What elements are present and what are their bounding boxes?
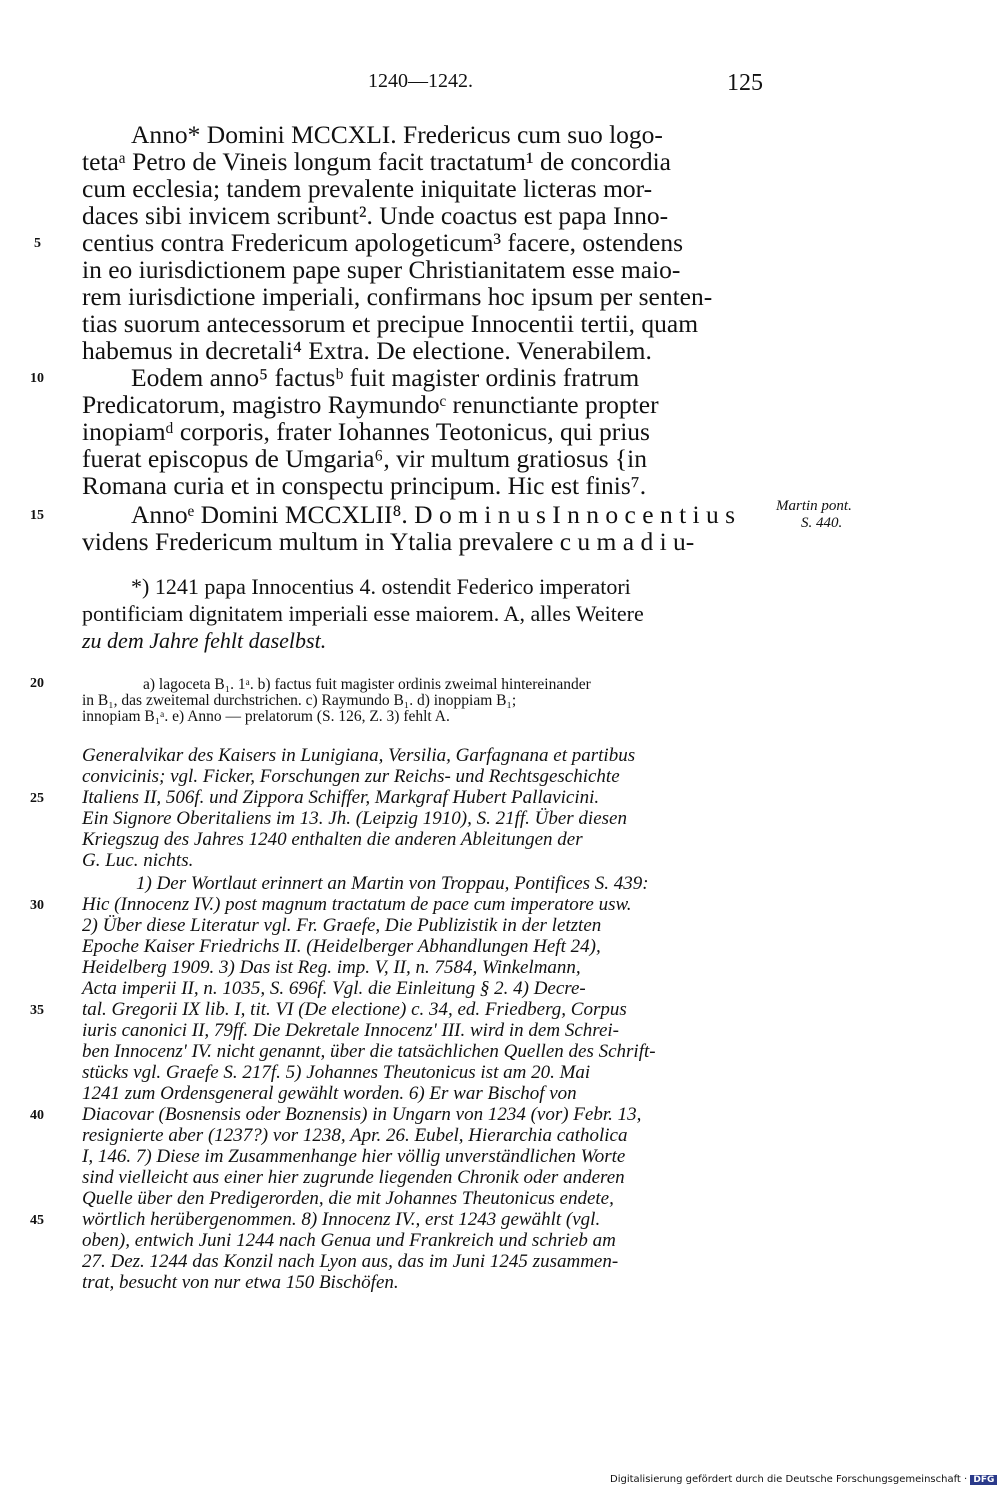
note-line: tal. Gregorii IX lib. I, tit. VI (De electione) c. 34, ed. Friedberg, Corpus	[82, 999, 627, 1020]
main-line: Anno* Domini MCCXLI. Fredericus cum suo logo-	[131, 120, 663, 149]
line-number: 5	[34, 236, 41, 251]
apparatus-line: innopiam B₁ᵃ. e) Anno — prelatorum (S. 126, Z. 3) fehlt A.	[82, 708, 450, 725]
main-line: cum ecclesia; tandem prevalente iniquitate licteras mor-	[82, 174, 653, 203]
line-number: 10	[30, 371, 44, 386]
note-line: Quelle über den Predigerorden, die mit Johannes Theutonicus endete,	[82, 1188, 614, 1209]
main-line: tetaᵃ Petro de Vineis longum facit tractatum¹ de concordia	[82, 147, 672, 176]
note-line: 1241 zum Ordensgeneral gewählt worden. 6) Er war Bischof von	[82, 1083, 577, 1104]
main-line: Eodem anno⁵ factusᵇ fuit magister ordinis fratrum	[131, 363, 640, 392]
note-line: Ein Signore Oberitaliens im 13. Jh. (Leipzig 1910), S. 21ff. Über diesen	[82, 808, 627, 829]
note-line: I, 146. 7) Diese im Zusammenhange hier völlig unverständlichen Worte	[82, 1146, 626, 1167]
main-line: habemus in decretali⁴ Extra. De electione. Venerabilem.	[82, 336, 652, 365]
main-line: daces sibi invicem scribunt². Unde coactus est papa Inno-	[82, 201, 669, 230]
note-line: Kriegszug des Jahres 1240 enthalten die anderen Ableitungen der	[82, 829, 583, 850]
line-number: 20	[30, 676, 44, 691]
line-number: 25	[30, 791, 44, 806]
running-head-years: 1240—1242.	[368, 70, 473, 92]
note-line: 27. Dez. 1244 das Konzil nach Lyon aus, das im Juni 1245 zusammen-	[82, 1251, 619, 1272]
line-number: 40	[30, 1108, 44, 1123]
dfg-logo: DFG	[970, 1475, 997, 1485]
note-line: Epoche Kaiser Friedrichs II. (Heidelberger Abhandlungen Heft 24),	[82, 936, 601, 957]
side-note: Martin pont.	[776, 498, 852, 514]
note-line: trat, besucht von nur etwa 150 Bischöfen.	[82, 1272, 399, 1293]
apparatus-line: a) lagoceta B₁. 1ᵃ. b) factus fuit magister ordinis zweimal hintereinander	[143, 676, 591, 693]
main-line: tias suorum antecessorum et precipue Innocentii tertii, quam	[82, 309, 699, 338]
note-line: Acta imperii II, n. 1035, S. 696f. Vgl. die Einleitung § 2. 4) Decre-	[82, 978, 586, 999]
note-line: wörtlich herübergenommen. 8) Innocenz IV., erst 1243 gewählt (vgl.	[82, 1209, 601, 1230]
star-note-line: zu dem Jahre fehlt daselbst.	[82, 628, 327, 653]
digitization-credit	[610, 1474, 997, 1485]
main-line: Annoᵉ Domini MCCXLII⁸. D o m i n u s I n n o c e n t i u s	[131, 500, 736, 529]
apparatus-line: in B₁, das zweitemal durchstrichen. c) Raymundo B₁. d) inoppiam B₁;	[82, 692, 517, 709]
note-line: 1) Der Wortlaut erinnert an Martin von Troppau, Pontifices S. 439:	[136, 873, 649, 894]
note-line: iuris canonici II, 79ff. Die Dekretale Innocenz' III. wird in dem Schrei-	[82, 1020, 619, 1041]
note-line: stücks vgl. Graefe S. 217f. 5) Johannes Theutonicus ist am 20. Mai	[82, 1062, 591, 1083]
main-line: in eo iurisdictionem pape super Christianitatem esse maio-	[82, 255, 681, 284]
note-line: Hic (Innocenz IV.) post magnum tractatum de pace cum imperatore usw.	[82, 894, 632, 915]
note-line: ben Innocenz' IV. nicht genannt, über die tatsächlichen Quellen des Schrift-	[82, 1041, 656, 1062]
note-line: 2) Über diese Literatur vgl. Fr. Graefe, Die Publizistik in der letzten	[82, 915, 602, 936]
line-number: 15	[30, 508, 44, 523]
note-line: oben), entwich Juni 1244 nach Genua und Frankreich und schrieb am	[82, 1230, 616, 1251]
line-number: 30	[30, 898, 44, 913]
note-line: resignierte aber (1237?) vor 1238, Apr. 26. Eubel, Hierarchia catholica	[82, 1125, 628, 1146]
main-line: Predicatorum, magistro Raymundoᶜ renunctiante propter	[82, 390, 659, 419]
main-line: Romana curia et in conspectu principum. Hic est finis⁷.	[82, 471, 647, 500]
note-line: sind vielleicht aus einer hier zugrunde liegenden Chronik oder anderen	[82, 1167, 625, 1188]
main-line: inopiamᵈ corporis, frater Iohannes Teotonicus, qui prius	[82, 417, 650, 446]
main-line: videns Fredericum multum in Ytalia prevalere c u m a d i u-	[82, 527, 695, 556]
note-line: Italiens II, 506f. und Zippora Schiffer, Markgraf Hubert Pallavicini.	[82, 787, 600, 808]
note-line: Diacovar (Bosnensis oder Boznensis) in Ungarn von 1234 (vor) Febr. 13,	[82, 1104, 642, 1125]
main-line: fuerat episcopus de Umgaria⁶, vir multum gratiosus {in	[82, 444, 648, 473]
credit-text: Digitalisierung gefördert durch die Deutsche Forschungsgemeinschaft ·	[610, 1474, 968, 1485]
main-line: centius contra Fredericum apologeticum³ facere, ostendens	[82, 228, 683, 257]
note-line: G. Luc. nichts.	[82, 850, 194, 871]
line-number: 35	[30, 1003, 44, 1018]
note-line: Heidelberg 1909. 3) Das ist Reg. imp. V, II, n. 7584, Winkelmann,	[82, 957, 581, 978]
line-number: 45	[30, 1213, 44, 1228]
star-note-line: pontificiam dignitatem imperiali esse maiorem. A, alles Weitere	[82, 601, 644, 626]
star-note-line: *) 1241 papa Innocentius 4. ostendit Federico imperatori	[131, 574, 631, 599]
note-line: convicinis; vgl. Ficker, Forschungen zur Reichs- und Rechtsgeschichte	[82, 766, 620, 787]
note-line: Generalvikar des Kaisers in Lunigiana, Versilia, Garfagnana et partibus	[82, 745, 636, 766]
page-number: 125	[727, 70, 763, 96]
side-note: S. 440.	[801, 515, 843, 531]
main-line: rem iurisdictione imperiali, confirmans hoc ipsum per senten-	[82, 282, 713, 311]
